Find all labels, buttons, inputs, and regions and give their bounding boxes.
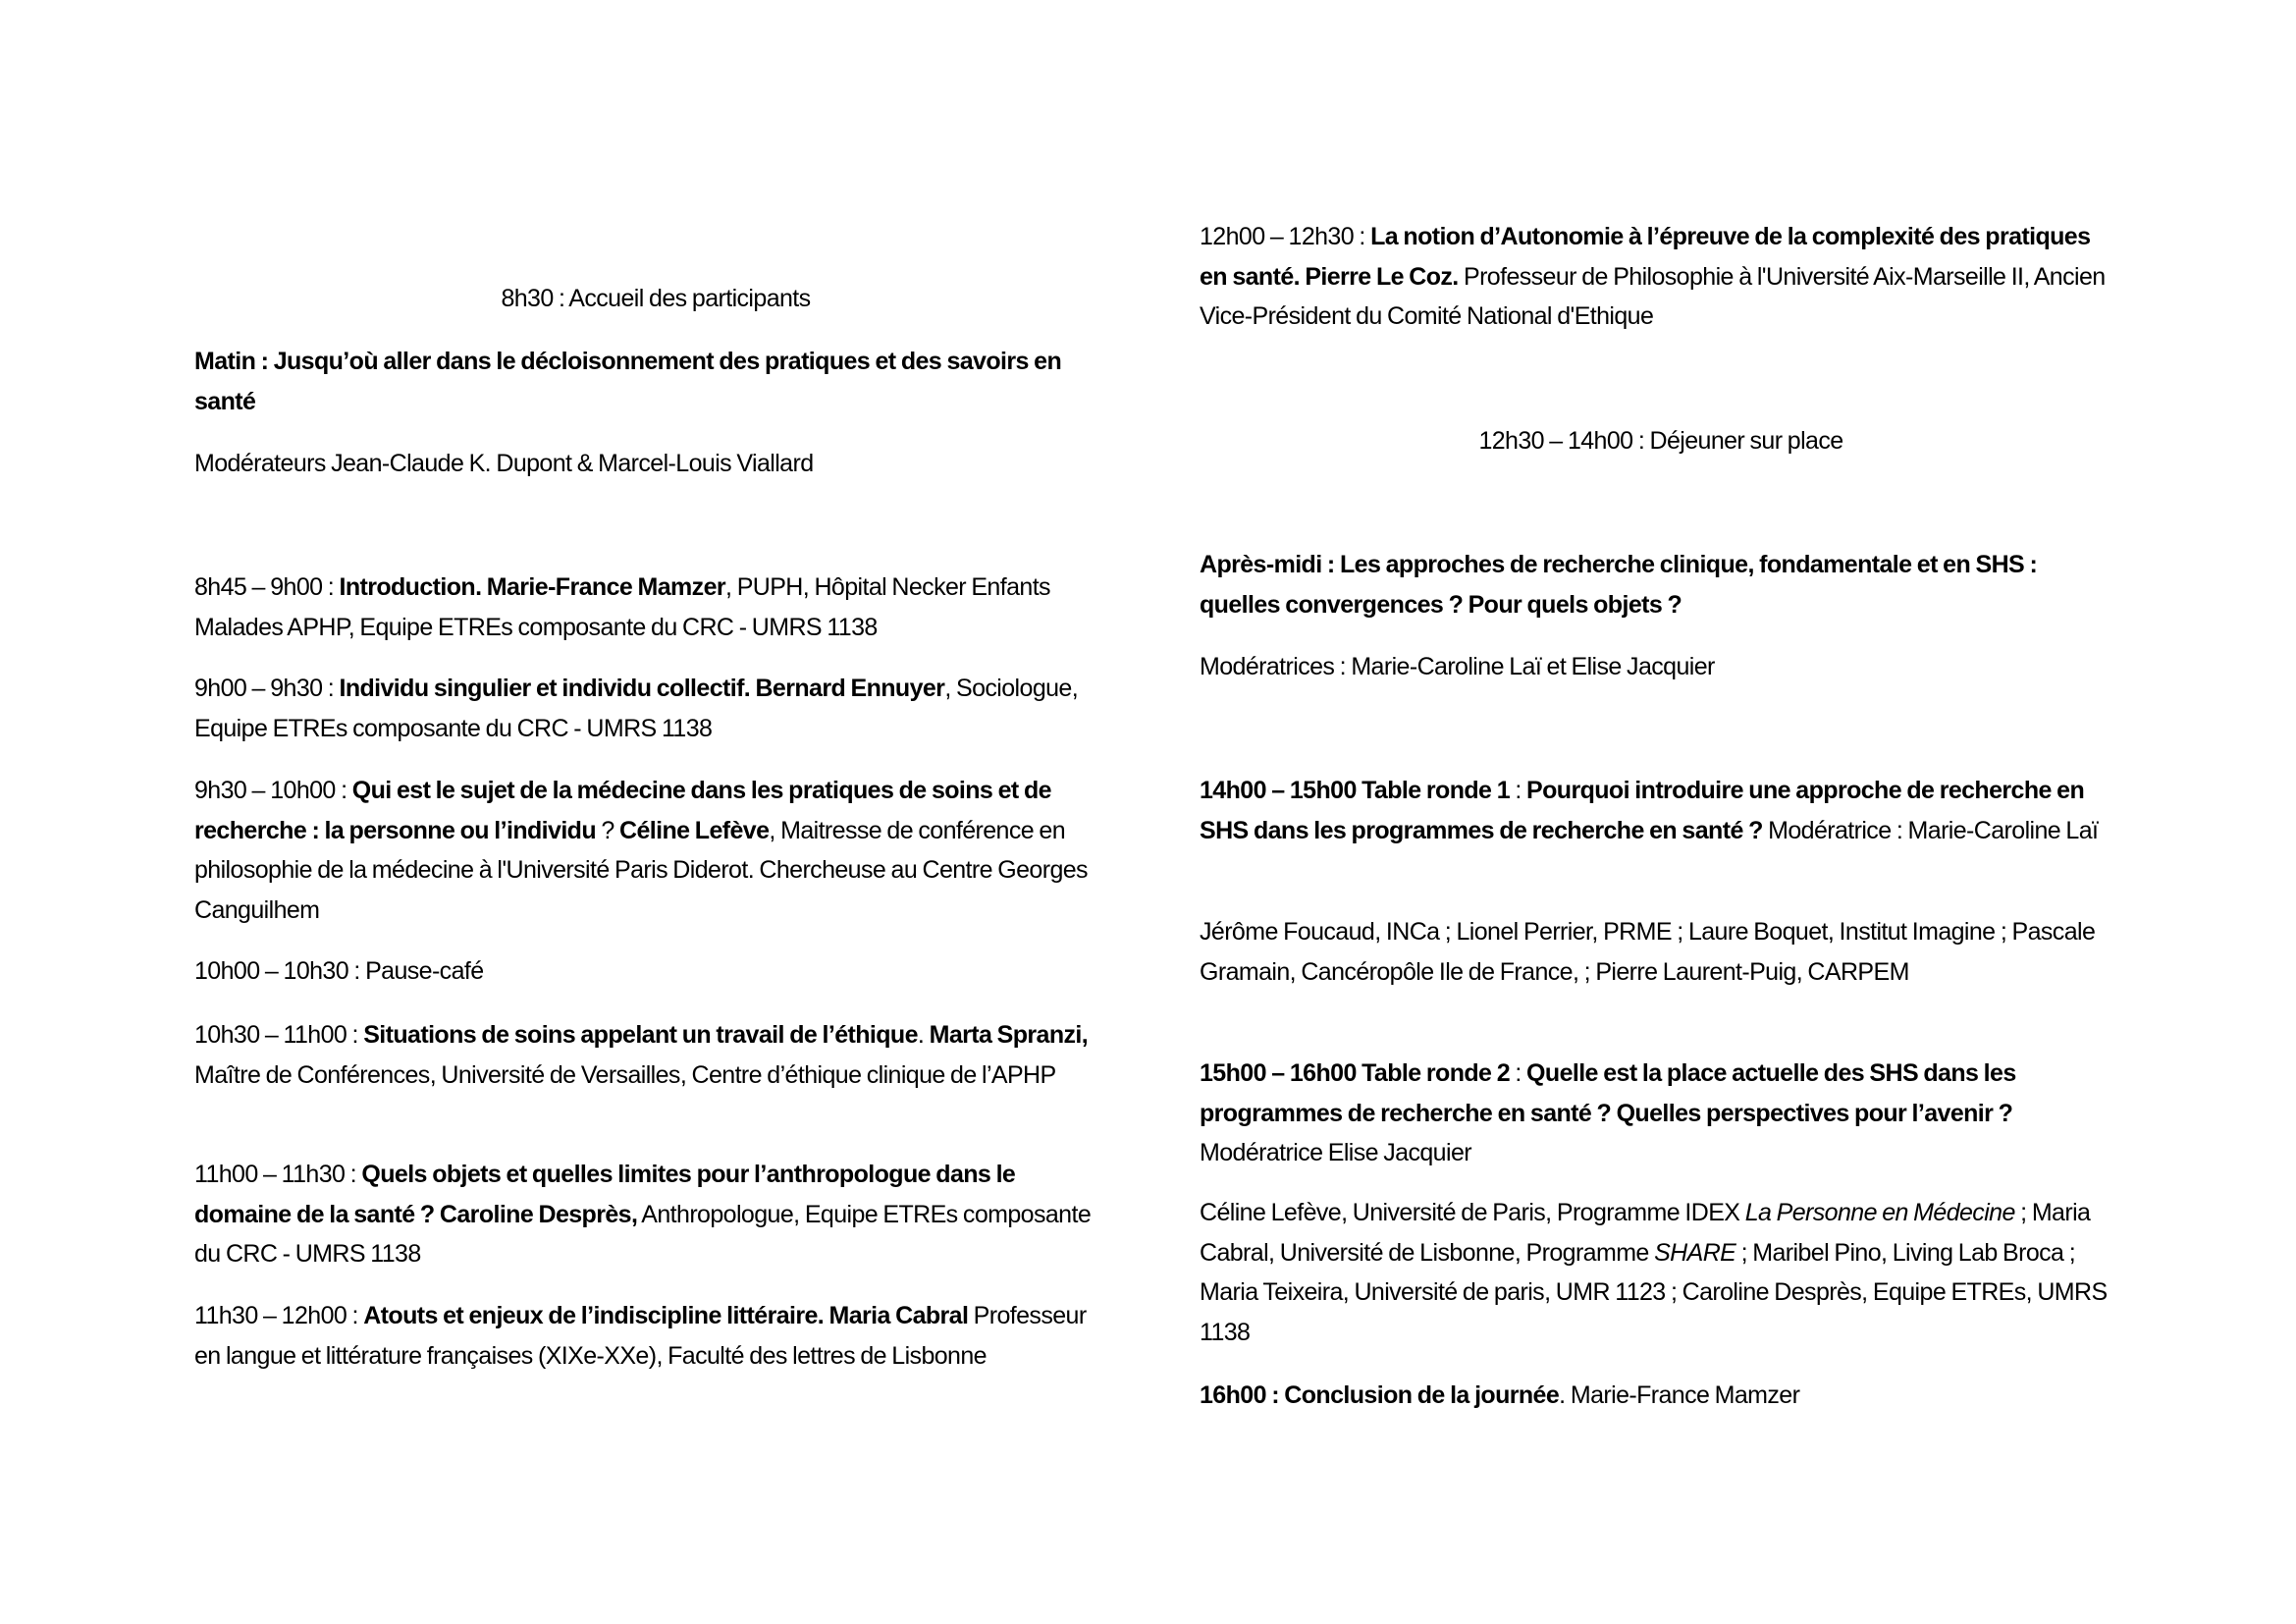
paragraph-session-9h30	[194, 771, 1117, 930]
paragraph-pause-cafe	[194, 951, 1117, 992]
bold-text: Marta Spranzi,	[929, 1021, 1089, 1049]
paragraph-session-9h00	[194, 669, 1117, 748]
bold-text: 16h00 : Conclusion de la journée	[1200, 1381, 1560, 1409]
bold-text: Situations de soins appelant un travail de l’éthique	[363, 1021, 918, 1049]
paragraph-session-8h45	[194, 568, 1117, 647]
paragraph-matin-heading	[194, 342, 1117, 421]
bold-text: Individu singulier et individu collectif. Bernard Ennuyer	[339, 675, 945, 702]
paragraph-dejeuner	[1200, 421, 2122, 461]
text: .	[917, 1021, 930, 1049]
bold-text: Quels objets et quelles limites pour l’anthropologue dans le domaine de la santé ? Caroline Desprès,	[194, 1161, 1016, 1228]
paragraph-table-ronde-1	[1200, 771, 2122, 850]
text: , Sociologue, Equipe ETREs composante du CRC - UMRS 1138	[194, 675, 1079, 742]
paragraph-accueil	[194, 279, 1117, 319]
text: Jérôme Foucaud, INCa ; Lionel Perrier, PRME ; Laure Boquet, Institut Imagine ; Pascale Gramain, Cancéropôle Ile de France, ; Pierre Laurent-Puig, CARPEM	[1200, 918, 2096, 986]
paragraph-session-10h30	[194, 1015, 1117, 1095]
bold-text: 14h00 – 15h00 Table ronde 1	[1200, 777, 1510, 804]
left-column	[194, 0, 1117, 1624]
text: 8h30 : Accueil des participants	[501, 285, 811, 312]
paragraph-conclusion	[1200, 1376, 2122, 1416]
text: 8h45 – 9h00 :	[194, 573, 340, 601]
text: Modérateurs Jean-Claude K. Dupont & Marcel-Louis Viallard	[194, 450, 814, 477]
text: ; Maribel Pino, Living Lab Broca ; Maria Teixeira, Université de paris, UMR 1123 ; Caroline Desprès, Equipe ETREs, UMRS 1138	[1200, 1238, 2108, 1346]
text: Professeur de Philosophie à l'Université Aix-Marseille II, Ancien Vice-Président du Comité National d'Ethique	[1200, 262, 2106, 330]
italic-text: La Personne en Médecine	[1744, 1199, 2015, 1226]
paragraph-session-12h00	[1200, 217, 2122, 337]
paragraph-table-ronde-2	[1200, 1054, 2122, 1173]
text: ?	[596, 816, 620, 844]
bold-text: Introduction. Marie-France Mamzer	[339, 573, 726, 601]
paragraph-table-ronde-2-participants	[1200, 1193, 2122, 1352]
bold-text: Qui est le sujet de la médecine dans les pratiques de soins et de recherche : la personne ou l’individu	[194, 777, 1051, 844]
text: Céline Lefève, Université de Paris, Programme IDEX	[1200, 1199, 1745, 1226]
text: 12h30 – 14h00 : Déjeuner sur place	[1478, 427, 1843, 455]
paragraph-moderateurs-matin	[194, 444, 1117, 484]
bold-text: 15h00 – 16h00 Table ronde 2	[1200, 1059, 1510, 1087]
text: Maître de Conférences, Université de Versailles, Centre d’éthique clinique de l’APHP	[194, 1060, 1056, 1089]
text: , PUPH, Hôpital Necker Enfants Malades APHP, Equipe ETREs composante du CRC - UMRS 1138	[194, 573, 1050, 641]
paragraph-moderatrices-apres-midi	[1200, 647, 2122, 687]
text: 10h30 – 11h00 :	[194, 1021, 364, 1049]
text: . Marie-France Mamzer	[1559, 1381, 1800, 1409]
bold-text: Matin : Jusqu’où aller dans le décloisonnement des pratiques et des savoirs en santé	[194, 348, 1062, 415]
text: Modératrice Elise Jacquier	[1200, 1139, 1471, 1166]
text: 11h00 – 11h30 :	[194, 1161, 362, 1188]
bold-text: Céline Lefève	[619, 816, 770, 844]
text: :	[1510, 777, 1527, 804]
paragraph-session-11h30	[194, 1296, 1117, 1376]
text: 12h00 – 12h30 :	[1200, 223, 1371, 250]
text: :	[1510, 1059, 1527, 1087]
text: , Maitresse de conférence en philosophie de la médecine à l'Université Paris Diderot. Chercheuse au Centre Georges Canguilhem	[194, 816, 1088, 924]
text: 9h00 – 9h30 :	[194, 675, 340, 702]
bold-text: Quelle est la place actuelle des SHS dans les programmes de recherche en santé ? Quelles perspectives pour l’avenir ?	[1200, 1059, 2016, 1127]
text: Anthropologue, Equipe ETREs composante du CRC - UMRS 1138	[194, 1200, 1092, 1268]
text: 10h00 – 10h30 : Pause-café	[194, 957, 484, 985]
text: 9h30 – 10h00 :	[194, 777, 352, 804]
bold-text: Pourquoi introduire une approche de recherche en SHS dans les programmes de recherche en santé ?	[1200, 777, 2085, 844]
text: Modératrice : Marie-Caroline Laï	[1762, 816, 2099, 844]
bold-text: La notion d’Autonomie à l’épreuve de la complexité des pratiques en santé. Pierre Le Coz.	[1200, 223, 2091, 291]
paragraph-session-11h00	[194, 1155, 1117, 1274]
text: ; Maria Cabral, Université de Lisbonne, Programme	[1200, 1199, 2091, 1267]
bold-text: Après-midi : Les approches de recherche clinique, fondamentale et en SHS : quelles convergences ? Pour quels objets ?	[1200, 551, 2038, 619]
right-column	[1200, 0, 2122, 1624]
bold-text: Atouts et enjeux de l’indiscipline littéraire. Maria Cabral	[363, 1302, 969, 1329]
text: 11h30 – 12h00 :	[194, 1302, 364, 1329]
italic-text: SHARE	[1654, 1238, 1736, 1267]
paragraph-table-ronde-1-participants	[1200, 912, 2122, 992]
paragraph-apres-midi-heading	[1200, 545, 2122, 624]
text: Modératrices : Marie-Caroline Laï et Elise Jacquier	[1200, 653, 1715, 680]
text: Professeur en langue et littérature françaises (XIXe-XXe), Faculté des lettres de Lisbonne	[194, 1302, 1087, 1370]
